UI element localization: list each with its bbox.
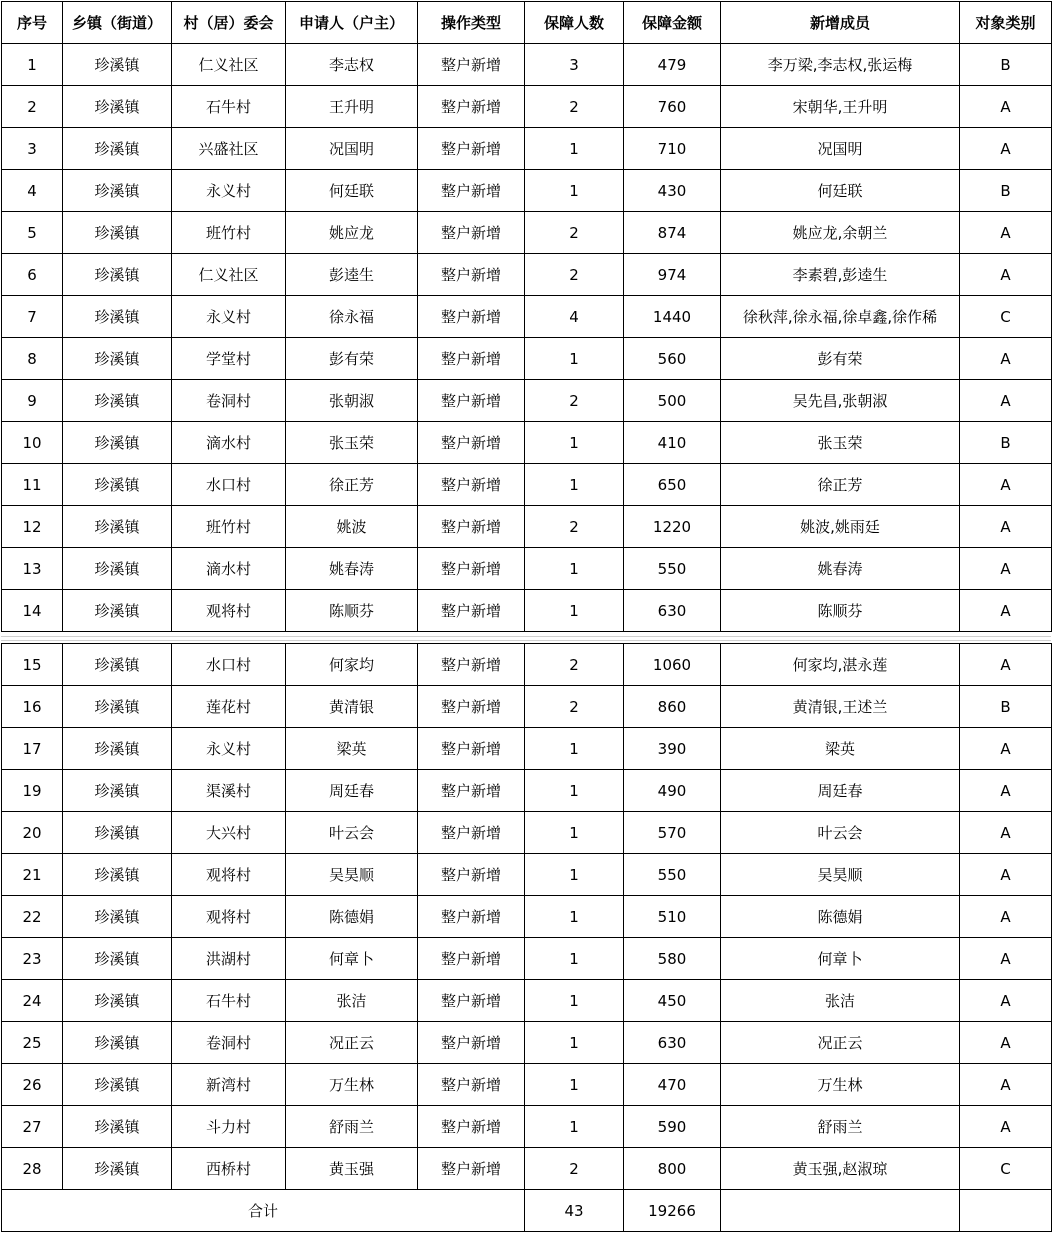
cell-amount: 510	[624, 896, 721, 938]
cell-village: 石牛村	[172, 86, 286, 128]
cell-amount: 590	[624, 1106, 721, 1148]
cell-category: B	[960, 686, 1052, 728]
cell-index: 25	[2, 1022, 63, 1064]
cell-category: A	[960, 212, 1052, 254]
cell-town: 珍溪镇	[63, 812, 172, 854]
table-row	[2, 128, 1052, 170]
cell-amount: 450	[624, 980, 721, 1022]
cell-index: 14	[2, 590, 63, 632]
table-row	[2, 644, 1052, 686]
cell-people: 1	[525, 1064, 624, 1106]
cell-members: 黄清银,王述兰	[721, 686, 960, 728]
cell-village: 仁义社区	[172, 44, 286, 86]
cell-operation: 整户新增	[418, 1106, 525, 1148]
total-people: 43	[525, 1190, 624, 1232]
cell-amount: 860	[624, 686, 721, 728]
cell-people: 1	[525, 464, 624, 506]
cell-applicant: 张朝淑	[286, 380, 418, 422]
cell-applicant: 张洁	[286, 980, 418, 1022]
table-row	[2, 86, 1052, 128]
cell-amount: 470	[624, 1064, 721, 1106]
table-row	[2, 728, 1052, 770]
cell-amount: 490	[624, 770, 721, 812]
cell-operation: 整户新增	[418, 896, 525, 938]
cell-people: 1	[525, 854, 624, 896]
cell-members: 姚春涛	[721, 548, 960, 590]
cell-members: 徐秋萍,徐永福,徐卓鑫,徐作稀	[721, 296, 960, 338]
cell-operation: 整户新增	[418, 686, 525, 728]
cell-index: 4	[2, 170, 63, 212]
cell-members: 李万梁,李志权,张运梅	[721, 44, 960, 86]
cell-amount: 500	[624, 380, 721, 422]
table-row	[2, 1022, 1052, 1064]
table-body-part2	[2, 644, 1052, 1190]
cell-members: 吴昊顺	[721, 854, 960, 896]
cell-operation: 整户新增	[418, 770, 525, 812]
table-row	[2, 506, 1052, 548]
table-row	[2, 44, 1052, 86]
cell-people: 1	[525, 980, 624, 1022]
cell-category: A	[960, 254, 1052, 296]
cell-operation: 整户新增	[418, 548, 525, 590]
cell-town: 珍溪镇	[63, 506, 172, 548]
table-row	[2, 212, 1052, 254]
cell-people: 2	[525, 86, 624, 128]
cell-people: 3	[525, 44, 624, 86]
cell-applicant: 王升明	[286, 86, 418, 128]
cell-category: A	[960, 644, 1052, 686]
cell-amount: 800	[624, 1148, 721, 1190]
cell-amount: 580	[624, 938, 721, 980]
cell-town: 珍溪镇	[63, 254, 172, 296]
cell-village: 卷洞村	[172, 1022, 286, 1064]
cell-category: A	[960, 812, 1052, 854]
cell-members: 何章卜	[721, 938, 960, 980]
cell-people: 1	[525, 896, 624, 938]
cell-category: A	[960, 506, 1052, 548]
cell-village: 班竹村	[172, 212, 286, 254]
header-town: 乡镇（街道）	[63, 2, 172, 44]
cell-town: 珍溪镇	[63, 854, 172, 896]
cell-index: 9	[2, 380, 63, 422]
cell-index: 27	[2, 1106, 63, 1148]
beneficiary-table-part2	[1, 643, 1052, 1232]
cell-people: 2	[525, 686, 624, 728]
table-row	[2, 1148, 1052, 1190]
cell-index: 19	[2, 770, 63, 812]
cell-applicant: 梁英	[286, 728, 418, 770]
cell-village: 渠溪村	[172, 770, 286, 812]
cell-index: 13	[2, 548, 63, 590]
cell-people: 1	[525, 590, 624, 632]
cell-amount: 1440	[624, 296, 721, 338]
cell-village: 新湾村	[172, 1064, 286, 1106]
cell-village: 莲花村	[172, 686, 286, 728]
cell-village: 石牛村	[172, 980, 286, 1022]
cell-people: 1	[525, 548, 624, 590]
cell-index: 26	[2, 1064, 63, 1106]
cell-amount: 479	[624, 44, 721, 86]
cell-people: 1	[525, 128, 624, 170]
cell-category: A	[960, 1064, 1052, 1106]
cell-town: 珍溪镇	[63, 1064, 172, 1106]
table-row	[2, 380, 1052, 422]
cell-members: 梁英	[721, 728, 960, 770]
cell-operation: 整户新增	[418, 1022, 525, 1064]
cell-amount: 760	[624, 86, 721, 128]
cell-members: 张洁	[721, 980, 960, 1022]
cell-index: 2	[2, 86, 63, 128]
cell-category: A	[960, 86, 1052, 128]
cell-members: 舒雨兰	[721, 1106, 960, 1148]
cell-category: B	[960, 44, 1052, 86]
cell-amount: 710	[624, 128, 721, 170]
cell-operation: 整户新增	[418, 44, 525, 86]
cell-operation: 整户新增	[418, 590, 525, 632]
table-row	[2, 338, 1052, 380]
cell-applicant: 况国明	[286, 128, 418, 170]
cell-members: 李素碧,彭逵生	[721, 254, 960, 296]
cell-people: 4	[525, 296, 624, 338]
cell-index: 15	[2, 644, 63, 686]
total-amount: 19266	[624, 1190, 721, 1232]
cell-people: 2	[525, 254, 624, 296]
cell-index: 6	[2, 254, 63, 296]
table-row	[2, 980, 1052, 1022]
cell-applicant: 徐正芳	[286, 464, 418, 506]
cell-applicant: 李志权	[286, 44, 418, 86]
cell-village: 斗力村	[172, 1106, 286, 1148]
cell-amount: 1220	[624, 506, 721, 548]
cell-index: 20	[2, 812, 63, 854]
table-row	[2, 812, 1052, 854]
cell-members: 周廷春	[721, 770, 960, 812]
cell-operation: 整户新增	[418, 938, 525, 980]
table-row	[2, 1064, 1052, 1106]
cell-people: 2	[525, 506, 624, 548]
cell-category: B	[960, 422, 1052, 464]
cell-members: 宋朝华,王升明	[721, 86, 960, 128]
cell-amount: 570	[624, 812, 721, 854]
cell-applicant: 何章卜	[286, 938, 418, 980]
cell-applicant: 张玉荣	[286, 422, 418, 464]
cell-members: 况国明	[721, 128, 960, 170]
cell-applicant: 周廷春	[286, 770, 418, 812]
total-empty-category	[960, 1190, 1052, 1232]
cell-town: 珍溪镇	[63, 590, 172, 632]
cell-category: A	[960, 980, 1052, 1022]
cell-operation: 整户新增	[418, 1148, 525, 1190]
cell-category: C	[960, 296, 1052, 338]
table-row	[2, 464, 1052, 506]
cell-operation: 整户新增	[418, 506, 525, 548]
cell-town: 珍溪镇	[63, 644, 172, 686]
cell-town: 珍溪镇	[63, 686, 172, 728]
table-row	[2, 770, 1052, 812]
cell-operation: 整户新增	[418, 422, 525, 464]
cell-town: 珍溪镇	[63, 770, 172, 812]
cell-category: A	[960, 938, 1052, 980]
cell-applicant: 徐永福	[286, 296, 418, 338]
cell-people: 1	[525, 1106, 624, 1148]
cell-index: 12	[2, 506, 63, 548]
table-row	[2, 548, 1052, 590]
cell-operation: 整户新增	[418, 464, 525, 506]
cell-town: 珍溪镇	[63, 128, 172, 170]
cell-category: A	[960, 128, 1052, 170]
cell-members: 徐正芳	[721, 464, 960, 506]
cell-people: 1	[525, 170, 624, 212]
cell-people: 1	[525, 812, 624, 854]
cell-index: 16	[2, 686, 63, 728]
header-category: 对象类别	[960, 2, 1052, 44]
cell-village: 观将村	[172, 896, 286, 938]
cell-category: A	[960, 854, 1052, 896]
cell-operation: 整户新增	[418, 128, 525, 170]
cell-applicant: 吴昊顺	[286, 854, 418, 896]
cell-applicant: 姚应龙	[286, 212, 418, 254]
cell-index: 5	[2, 212, 63, 254]
cell-category: A	[960, 728, 1052, 770]
cell-people: 2	[525, 380, 624, 422]
header-people: 保障人数	[525, 2, 624, 44]
cell-town: 珍溪镇	[63, 980, 172, 1022]
cell-town: 珍溪镇	[63, 938, 172, 980]
cell-applicant: 何家均	[286, 644, 418, 686]
cell-village: 兴盛社区	[172, 128, 286, 170]
cell-applicant: 姚春涛	[286, 548, 418, 590]
cell-index: 21	[2, 854, 63, 896]
cell-town: 珍溪镇	[63, 896, 172, 938]
cell-operation: 整户新增	[418, 86, 525, 128]
table-row	[2, 422, 1052, 464]
cell-town: 珍溪镇	[63, 170, 172, 212]
cell-applicant: 陈顺芬	[286, 590, 418, 632]
cell-index: 23	[2, 938, 63, 980]
cell-village: 大兴村	[172, 812, 286, 854]
cell-town: 珍溪镇	[63, 548, 172, 590]
cell-operation: 整户新增	[418, 380, 525, 422]
header-operation: 操作类型	[418, 2, 525, 44]
table-row	[2, 854, 1052, 896]
total-label: 合计	[2, 1190, 525, 1232]
header-amount: 保障金额	[624, 2, 721, 44]
cell-operation: 整户新增	[418, 980, 525, 1022]
cell-members: 吴先昌,张朝淑	[721, 380, 960, 422]
cell-applicant: 黄玉强	[286, 1148, 418, 1190]
cell-applicant: 陈德娟	[286, 896, 418, 938]
table-row	[2, 296, 1052, 338]
cell-category: A	[960, 590, 1052, 632]
cell-village: 卷洞村	[172, 380, 286, 422]
cell-category: C	[960, 1148, 1052, 1190]
table-row	[2, 254, 1052, 296]
cell-amount: 410	[624, 422, 721, 464]
cell-applicant: 叶云会	[286, 812, 418, 854]
cell-village: 西桥村	[172, 1148, 286, 1190]
cell-village: 永义村	[172, 728, 286, 770]
cell-people: 1	[525, 1022, 624, 1064]
cell-village: 滴水村	[172, 422, 286, 464]
total-row	[2, 1190, 1052, 1232]
table-row	[2, 938, 1052, 980]
cell-category: A	[960, 464, 1052, 506]
cell-members: 张玉荣	[721, 422, 960, 464]
cell-members: 陈德娟	[721, 896, 960, 938]
cell-category: A	[960, 548, 1052, 590]
cell-town: 珍溪镇	[63, 464, 172, 506]
cell-village: 水口村	[172, 644, 286, 686]
cell-applicant: 况正云	[286, 1022, 418, 1064]
cell-members: 黄玉强,赵淑琼	[721, 1148, 960, 1190]
cell-town: 珍溪镇	[63, 338, 172, 380]
cell-index: 24	[2, 980, 63, 1022]
cell-people: 1	[525, 770, 624, 812]
cell-applicant: 姚波	[286, 506, 418, 548]
cell-town: 珍溪镇	[63, 44, 172, 86]
cell-index: 10	[2, 422, 63, 464]
cell-amount: 430	[624, 170, 721, 212]
header-applicant: 申请人（户主）	[286, 2, 418, 44]
cell-town: 珍溪镇	[63, 728, 172, 770]
cell-members: 彭有荣	[721, 338, 960, 380]
cell-category: A	[960, 380, 1052, 422]
cell-index: 22	[2, 896, 63, 938]
cell-operation: 整户新增	[418, 338, 525, 380]
cell-operation: 整户新增	[418, 1064, 525, 1106]
table-body-part1	[2, 44, 1052, 632]
cell-members: 姚应龙,余朝兰	[721, 212, 960, 254]
total-empty-members	[721, 1190, 960, 1232]
cell-index: 3	[2, 128, 63, 170]
cell-town: 珍溪镇	[63, 296, 172, 338]
cell-amount: 1060	[624, 644, 721, 686]
cell-town: 珍溪镇	[63, 1148, 172, 1190]
cell-applicant: 彭逵生	[286, 254, 418, 296]
cell-members: 叶云会	[721, 812, 960, 854]
cell-town: 珍溪镇	[63, 1106, 172, 1148]
cell-applicant: 万生林	[286, 1064, 418, 1106]
cell-members: 何家均,湛永莲	[721, 644, 960, 686]
cell-category: A	[960, 338, 1052, 380]
cell-village: 洪湖村	[172, 938, 286, 980]
page-break-line-top	[1, 636, 1051, 637]
cell-village: 水口村	[172, 464, 286, 506]
cell-applicant: 彭有荣	[286, 338, 418, 380]
cell-index: 7	[2, 296, 63, 338]
cell-members: 况正云	[721, 1022, 960, 1064]
cell-village: 观将村	[172, 590, 286, 632]
cell-applicant: 舒雨兰	[286, 1106, 418, 1148]
cell-amount: 390	[624, 728, 721, 770]
cell-category: A	[960, 770, 1052, 812]
cell-amount: 874	[624, 212, 721, 254]
cell-category: A	[960, 1022, 1052, 1064]
cell-operation: 整户新增	[418, 254, 525, 296]
cell-amount: 550	[624, 548, 721, 590]
cell-applicant: 何廷联	[286, 170, 418, 212]
cell-index: 1	[2, 44, 63, 86]
cell-category: A	[960, 1106, 1052, 1148]
cell-town: 珍溪镇	[63, 422, 172, 464]
cell-village: 永义村	[172, 170, 286, 212]
cell-members: 何廷联	[721, 170, 960, 212]
cell-operation: 整户新增	[418, 728, 525, 770]
cell-index: 8	[2, 338, 63, 380]
cell-town: 珍溪镇	[63, 212, 172, 254]
cell-index: 17	[2, 728, 63, 770]
cell-operation: 整户新增	[418, 170, 525, 212]
cell-amount: 630	[624, 590, 721, 632]
cell-village: 班竹村	[172, 506, 286, 548]
cell-operation: 整户新增	[418, 296, 525, 338]
cell-village: 仁义社区	[172, 254, 286, 296]
cell-operation: 整户新增	[418, 854, 525, 896]
table-row	[2, 686, 1052, 728]
table-row	[2, 170, 1052, 212]
cell-operation: 整户新增	[418, 644, 525, 686]
cell-village: 永义村	[172, 296, 286, 338]
cell-index: 28	[2, 1148, 63, 1190]
cell-amount: 974	[624, 254, 721, 296]
cell-people: 1	[525, 338, 624, 380]
table-row	[2, 590, 1052, 632]
beneficiary-table-part1	[1, 1, 1052, 632]
cell-members: 陈顺芬	[721, 590, 960, 632]
cell-operation: 整户新增	[418, 812, 525, 854]
cell-amount: 630	[624, 1022, 721, 1064]
cell-amount: 650	[624, 464, 721, 506]
cell-operation: 整户新增	[418, 212, 525, 254]
cell-people: 2	[525, 1148, 624, 1190]
header-index: 序号	[2, 2, 63, 44]
cell-village: 滴水村	[172, 548, 286, 590]
cell-village: 观将村	[172, 854, 286, 896]
cell-people: 1	[525, 728, 624, 770]
cell-amount: 560	[624, 338, 721, 380]
cell-town: 珍溪镇	[63, 86, 172, 128]
cell-amount: 550	[624, 854, 721, 896]
cell-people: 2	[525, 212, 624, 254]
cell-applicant: 黄清银	[286, 686, 418, 728]
page-break-line-bottom	[1, 640, 1051, 641]
table-row	[2, 1106, 1052, 1148]
header-row	[2, 2, 1052, 44]
cell-category: B	[960, 170, 1052, 212]
header-members: 新增成员	[721, 2, 960, 44]
cell-people: 2	[525, 644, 624, 686]
cell-town: 珍溪镇	[63, 380, 172, 422]
cell-members: 万生林	[721, 1064, 960, 1106]
header-village: 村（居）委会	[172, 2, 286, 44]
cell-index: 11	[2, 464, 63, 506]
cell-members: 姚波,姚雨廷	[721, 506, 960, 548]
table-row	[2, 896, 1052, 938]
cell-people: 1	[525, 422, 624, 464]
cell-village: 学堂村	[172, 338, 286, 380]
cell-category: A	[960, 896, 1052, 938]
cell-people: 1	[525, 938, 624, 980]
cell-town: 珍溪镇	[63, 1022, 172, 1064]
